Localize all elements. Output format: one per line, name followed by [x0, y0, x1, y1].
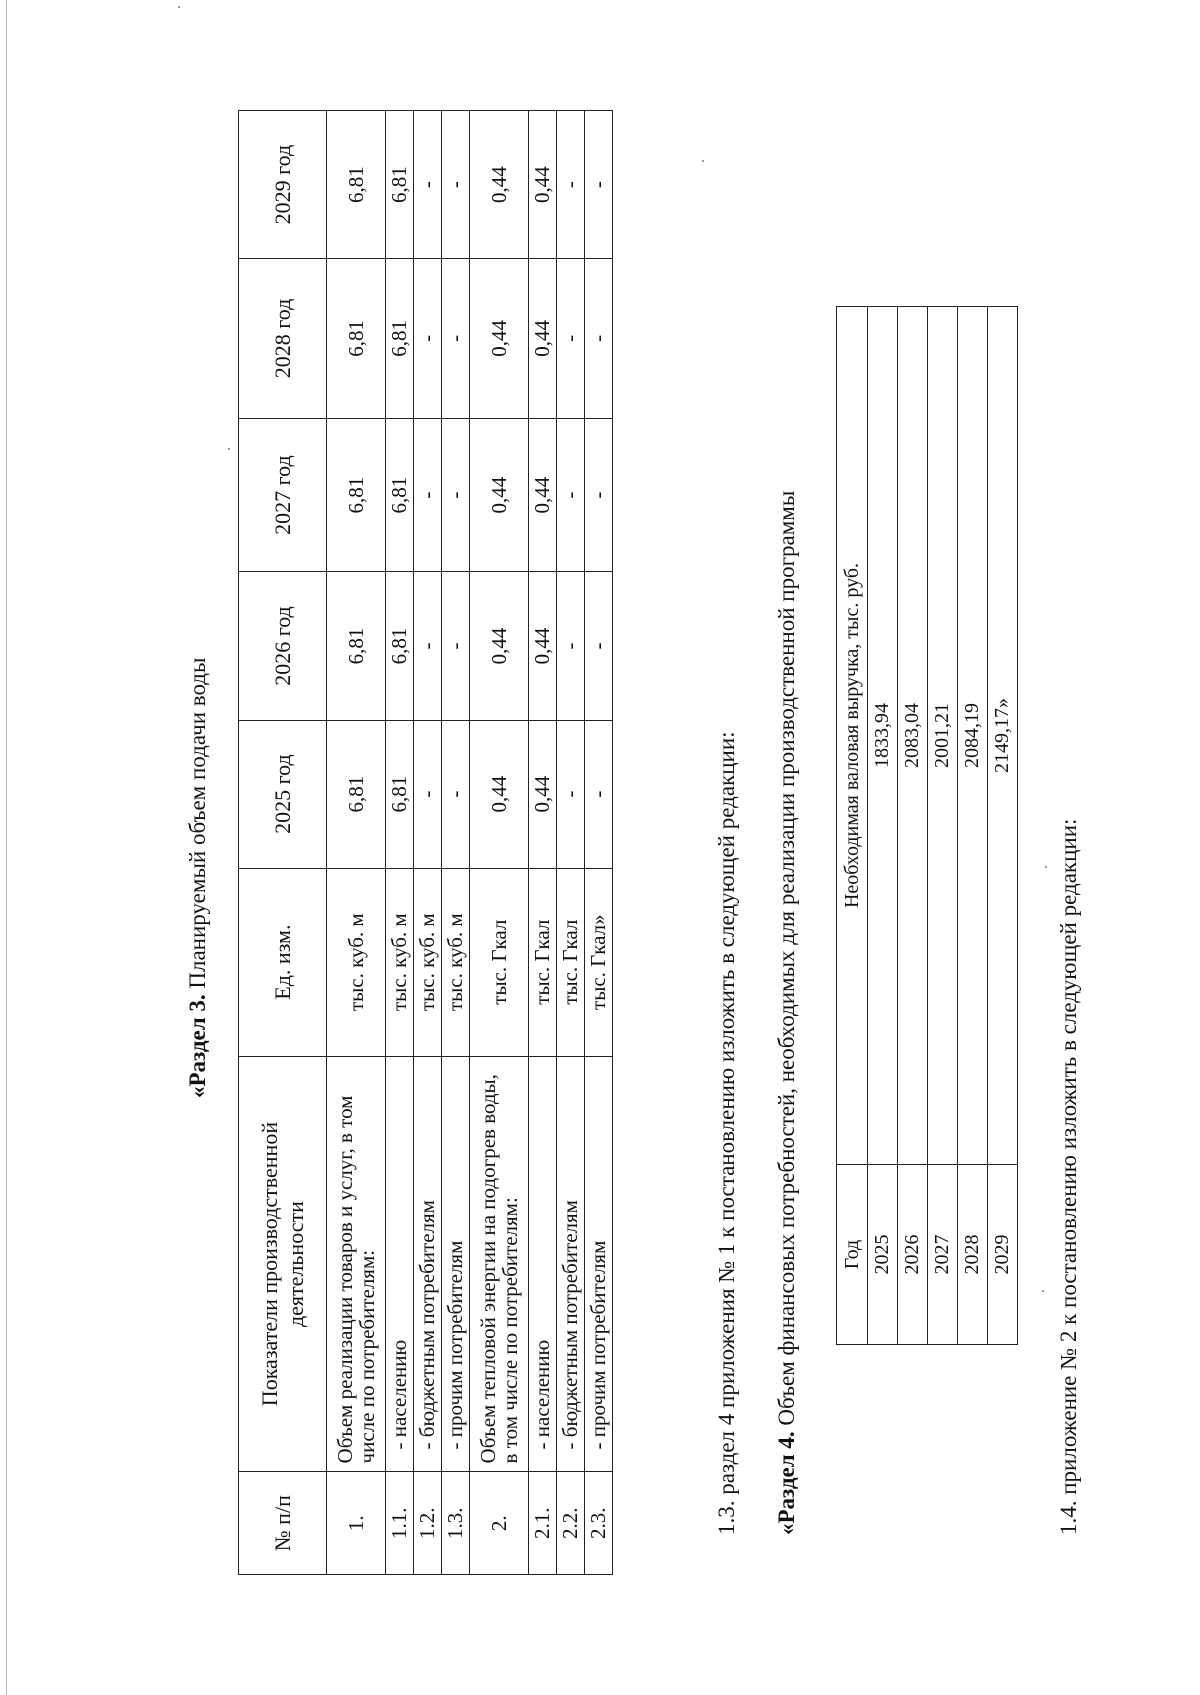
row-value: 6,81 [386, 572, 414, 720]
table-row [898, 307, 928, 1345]
row-value: 6,81 [386, 111, 414, 259]
row-revenue: 2084,19 [958, 307, 988, 1165]
row-revenue: 2083,04 [898, 307, 928, 1165]
row-value: 0,44 [529, 572, 557, 720]
row-indicator: Объем тепловой энергии на подогрев воды, в том числе по потребителям: [470, 1056, 529, 1472]
row-num: 2.3. [585, 1472, 613, 1575]
row-value: - [414, 259, 442, 419]
row-revenue: 2001,21 [928, 307, 958, 1165]
row-num: 1.2. [414, 1472, 442, 1575]
row-unit: тыс. куб. м [327, 868, 386, 1056]
row-num: 1. [327, 1472, 386, 1575]
row-value: - [442, 720, 470, 868]
row-value: 6,81 [327, 418, 386, 572]
section3-table [238, 110, 613, 1575]
row-num: 1.1. [386, 1472, 414, 1575]
row-value: 6,81 [327, 720, 386, 868]
table-row [529, 111, 557, 1575]
row-indicator: - бюджетным потребителям [557, 1056, 585, 1472]
header-cell-num: № п/п [239, 1472, 327, 1575]
header-cell-year: Год [837, 1165, 868, 1345]
row-value: - [414, 418, 442, 572]
row-unit: тыс. куб. м [414, 868, 442, 1056]
row-num: 2. [470, 1472, 529, 1575]
header-cell-unit: Ед. изм. [239, 868, 327, 1056]
section3-heading [185, 658, 211, 1098]
header-cell-indicator: Показатели производственной деятельности [239, 1056, 327, 1472]
row-revenue: 1833,94 [868, 307, 898, 1165]
row-value: 6,81 [327, 111, 386, 259]
row-value: - [414, 111, 442, 259]
row-indicator: - населению [386, 1056, 414, 1472]
row-revenue: 2149,17» [988, 307, 1018, 1165]
row-value: - [414, 572, 442, 720]
section4-heading [774, 491, 800, 1535]
header-cell-year: 2025 год [239, 720, 327, 868]
table-row [557, 111, 585, 1575]
header-cell-revenue: Необходимая валовая выручка, тыс. руб. [837, 307, 868, 1165]
row-value: - [557, 572, 585, 720]
section3-header-row [239, 111, 327, 1575]
row-value: - [414, 720, 442, 868]
row-value: 6,81 [386, 720, 414, 868]
row-value: 0,44 [529, 259, 557, 419]
section3-heading-bold: «Раздел 3. [185, 994, 210, 1098]
row-year: 2028 [958, 1165, 988, 1345]
row-year: 2026 [898, 1165, 928, 1345]
row-value: - [585, 111, 613, 259]
row-value: 0,44 [529, 418, 557, 572]
row-year: 2029 [988, 1165, 1018, 1345]
row-value: 6,81 [327, 259, 386, 419]
row-value: - [557, 259, 585, 419]
row-year: 2025 [868, 1165, 898, 1345]
table-row [585, 111, 613, 1575]
header-cell-year: 2028 год [239, 259, 327, 419]
table-row [868, 307, 898, 1345]
section4-heading-text: Объем финансовых потребностей, необходимых для реализации производственной программы [774, 490, 799, 1426]
row-value: 0,44 [470, 572, 529, 720]
table-row [958, 307, 988, 1345]
section4-heading-bold: «Раздел 4. [774, 1431, 799, 1535]
row-num: 2.1. [529, 1472, 557, 1575]
row-value: 0,44 [529, 720, 557, 868]
table-row [928, 307, 958, 1345]
row-value: 0,44 [470, 720, 529, 868]
row-value: - [585, 720, 613, 868]
row-unit: тыс. Гкал» [585, 868, 613, 1056]
row-unit: тыс. Гкал [470, 868, 529, 1056]
row-value: 0,44 [470, 418, 529, 572]
row-unit: тыс. Гкал [557, 868, 585, 1056]
header-cell-year: 2026 год [239, 572, 327, 720]
row-value: 6,81 [386, 259, 414, 419]
header-cell-year: 2029 год [239, 111, 327, 259]
row-value: - [557, 720, 585, 868]
section3-heading-text: Планируемый объем подачи воды [185, 657, 210, 989]
row-value: 0,44 [470, 259, 529, 419]
row-num: 2.2. [557, 1472, 585, 1575]
section4-table [836, 306, 1018, 1345]
row-value: - [585, 572, 613, 720]
row-value: - [442, 259, 470, 419]
row-value: 6,81 [386, 418, 414, 572]
row-value: - [585, 259, 613, 419]
table-row [470, 111, 529, 1575]
row-unit: тыс. куб. м [386, 868, 414, 1056]
row-num: 1.3. [442, 1472, 470, 1575]
row-indicator: - прочим потребителям [585, 1056, 613, 1472]
row-indicator: - населению [529, 1056, 557, 1472]
row-value: - [557, 418, 585, 572]
table-row [414, 111, 442, 1575]
row-value: 0,44 [470, 111, 529, 259]
row-unit: тыс. Гкал [529, 868, 557, 1056]
row-year: 2027 [928, 1165, 958, 1345]
section4-header-row [837, 307, 868, 1345]
row-value: 6,81 [327, 572, 386, 720]
paragraph-1-3: 1.3. раздел 4 приложения № 1 к постановлению изложить в следующей редакции: [714, 731, 739, 1535]
row-indicator: - прочим потребителям [442, 1056, 470, 1472]
row-value: - [442, 572, 470, 720]
row-value: - [442, 418, 470, 572]
table-row [386, 111, 414, 1575]
row-indicator: Объем реализации товаров и услуг, в том числе по потребителям: [327, 1056, 386, 1472]
row-value: - [442, 111, 470, 259]
row-indicator: - бюджетным потребителям [414, 1056, 442, 1472]
row-value: 0,44 [529, 111, 557, 259]
table-row [327, 111, 386, 1575]
row-value: - [585, 418, 613, 572]
paragraph-1-4: 1.4. приложение № 2 к постановлению изложить в следующей редакции: [1056, 818, 1081, 1535]
row-unit: тыс. куб. м [442, 868, 470, 1056]
row-value: - [557, 111, 585, 259]
table-row [988, 307, 1018, 1345]
table-row [442, 111, 470, 1575]
header-cell-year: 2027 год [239, 418, 327, 572]
